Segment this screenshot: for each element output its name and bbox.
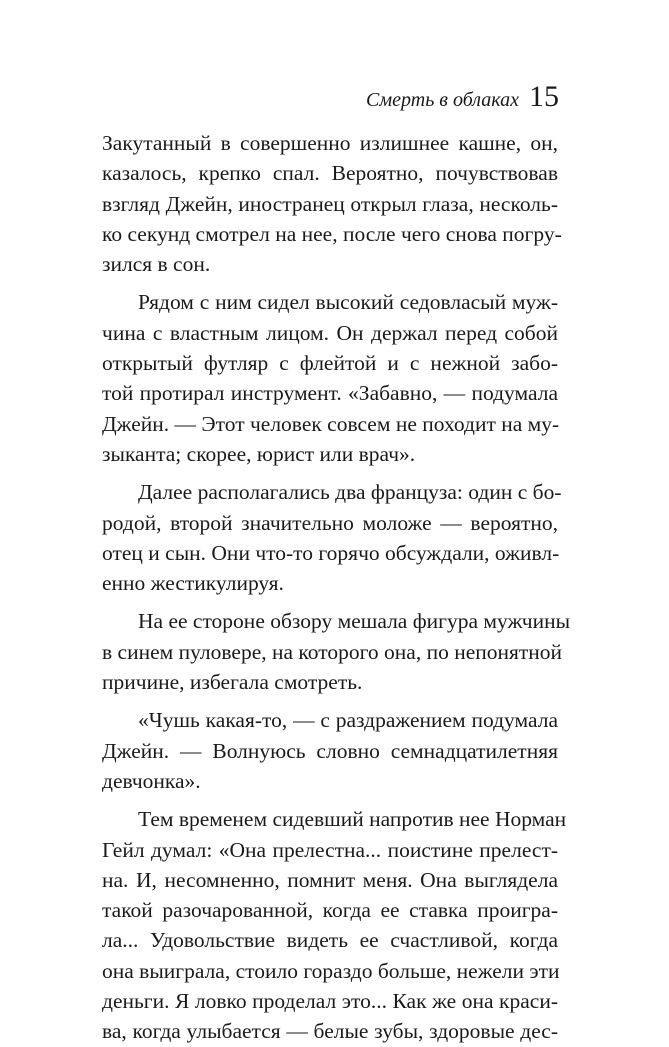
paragraph-6: [102, 804, 567, 1046]
text-line: деньги. Я ловко проделал это... Как же она краси-: [102, 989, 558, 1014]
text-line: Джейн. — Этот человек совсем не походит на му-: [102, 411, 560, 436]
text-line: ко секунд смотрел на нее, после чего снова погру-: [102, 221, 562, 246]
paragraph-2: [102, 287, 558, 469]
text-line: Гейл думал: «Она прелестна... поистине прелест-: [102, 837, 558, 862]
text-line: Далее располагались два француза: один с бо-: [138, 480, 562, 505]
text-line: отец и сын. Они что-то горячо обсуждали, оживл-: [102, 540, 560, 565]
text-line: Закутанный в совершенно излишнее кашне, он,: [102, 131, 558, 155]
text-line: такой разочарованной, когда ее ставка проигра-: [102, 898, 558, 923]
text-line: На ее стороне обзору мешала фигура мужчины: [138, 609, 571, 634]
text-line: открытый футляр с флейтой и с нежной забо-: [102, 351, 558, 376]
text-line: чина с властным лицом. Он держал перед собой: [102, 320, 558, 345]
text-line: зился в сон.: [102, 252, 211, 277]
text-line: Джейн. — Волнуюсь словно семнадцатилетняя: [102, 738, 558, 763]
text-line: Тем временем сидевший напротив нее Норман: [138, 807, 567, 832]
text-body: [102, 128, 571, 1047]
text-line: она выиграла, стоило гораздо больше, нежели эти: [102, 958, 560, 983]
text-line: зыканта; скорее, юрист или врач».: [102, 441, 416, 466]
text-line: родой, второй значительно моложе — вероятно,: [102, 510, 558, 535]
paragraph-5: [102, 705, 558, 796]
text-line: той протирал инструмент. «Забавно, — подумала: [102, 381, 558, 406]
text-line: ва, когда улыбается — белые зубы, здоровые дес-: [102, 1019, 558, 1044]
text-line: на. И, несомненно, помнит меня. Она выглядела: [102, 867, 558, 892]
paragraph-1: [102, 128, 562, 279]
text-line: взгляд Джейн, иностранец открыл глаза, несколь-: [102, 191, 558, 216]
text-line: девчонка».: [102, 768, 201, 793]
text-line: в синем пуловере, на которого она, по непонятной: [102, 639, 563, 664]
text-line: казалось, крепко спал. Вероятно, почувствовав: [102, 161, 558, 186]
running-head: [366, 80, 559, 114]
page-number: 15: [529, 80, 559, 113]
text-line: причине, избегала смотреть.: [102, 670, 363, 695]
text-line: ла... Удовольствие видеть ее счастливой, когда: [102, 928, 558, 953]
text-line: «Чушь какая-то, — с раздражением подумала: [138, 708, 558, 733]
text-line: енно жестикулируя.: [102, 571, 284, 596]
paragraph-4: [102, 606, 571, 697]
text-line: Рядом с ним сидел высокий седовласый муж-: [138, 290, 558, 315]
book-title: Смерть в облаках: [366, 89, 519, 111]
paragraph-3: [102, 477, 562, 598]
